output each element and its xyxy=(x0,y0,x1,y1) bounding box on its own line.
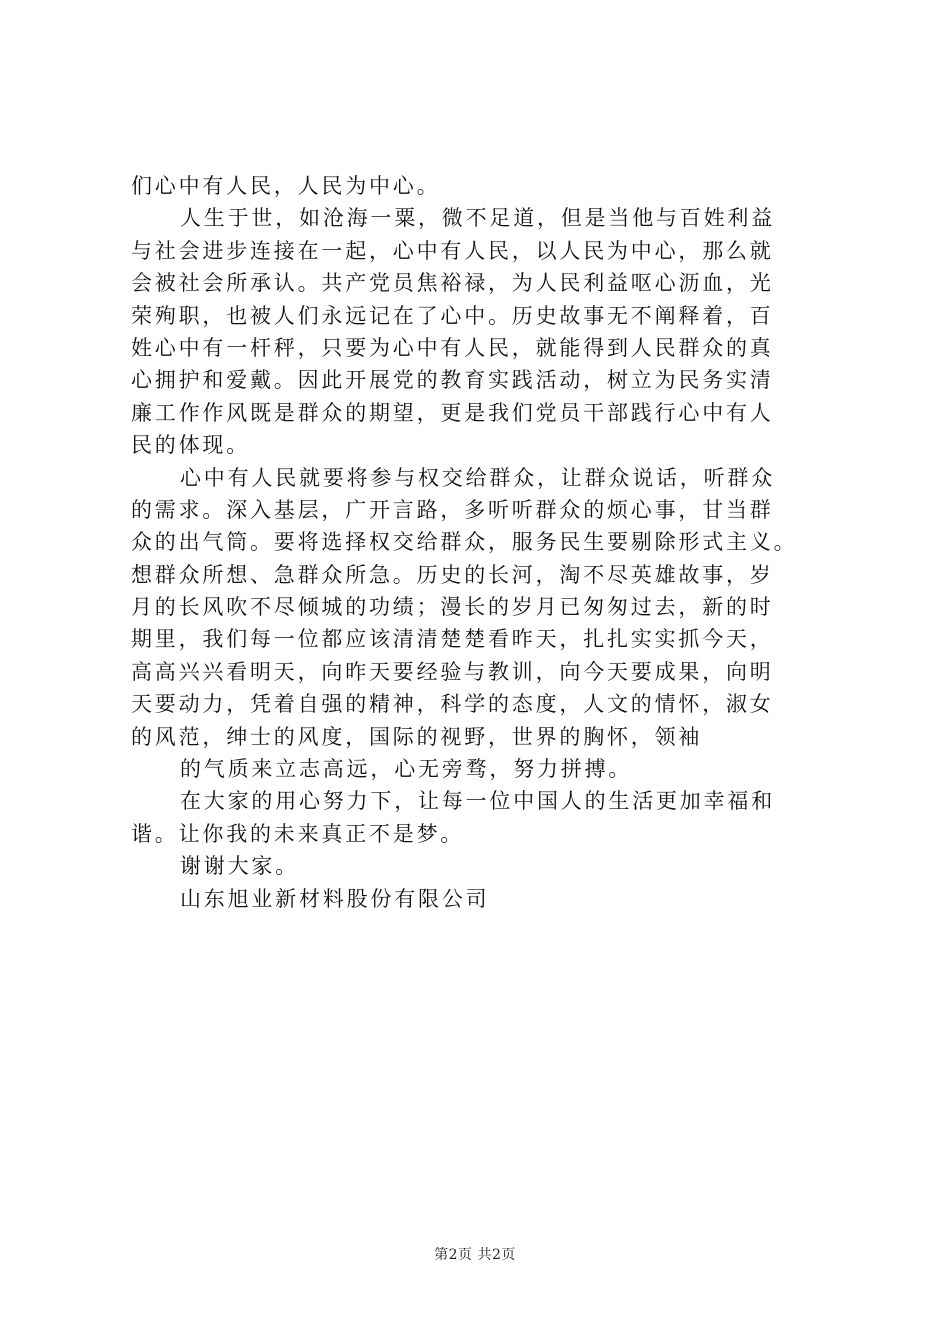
text-line: 谐。让你我的未来真正不是梦。 xyxy=(131,821,465,846)
text-line: 的需求。深入基层，广开言路，多听听群众的烦心事，甘当群 xyxy=(131,497,774,522)
text-line: 心中有人民就要将参与权交给群众，让群众说话，听群众 xyxy=(180,465,775,490)
signature-company: 山东旭业新材料股份有限公司 xyxy=(180,886,490,911)
text-line: 们心中有人民，人民为中心。 xyxy=(131,174,441,198)
text-line: 人生于世，如沧海一粟，微不足道，但是当他与百姓利益 xyxy=(180,206,775,231)
text-line: 天要动力，凭着自强的精神，科学的态度，人文的情怀，淑女 xyxy=(131,692,774,717)
text-line: 心拥护和爱戴。因此开展党的教育实践活动，树立为民务实清 xyxy=(131,368,774,393)
text-line: 与社会进步连接在一起，心中有人民，以人民为中心，那么就 xyxy=(131,238,774,263)
text-line: 姓心中有一杆秤，只要为心中有人民，就能得到人民群众的真 xyxy=(131,335,774,360)
text-line: 想群众所想、急群众所急。历史的长河，淘不尽英雄故事，岁 xyxy=(131,562,774,587)
text-line: 廉工作作风既是群众的期望，更是我们党员干部践行心中有人 xyxy=(131,400,774,425)
body-text xyxy=(131,170,831,915)
text-line: 的风范，绅士的风度，国际的视野，世界的胸怀，领袖 xyxy=(131,724,703,749)
text-line: 的气质来立志高远，心无旁骛，努力拼搏。 xyxy=(180,757,633,782)
text-line: 月的长风吹不尽倾城的功绩；漫长的岁月已匆匆过去，新的时 xyxy=(131,595,774,620)
text-line: 民的体现。 xyxy=(131,433,250,458)
text-line: 众的出气筒。要将选择权交给群众，服务民生要剔除形式主义。 xyxy=(131,530,798,555)
page-number: 第2页 共2页 xyxy=(434,1247,516,1263)
text-line: 高高兴兴看明天，向昨天要经验与教训，向今天要成果，向明 xyxy=(131,659,774,684)
text-line: 会被社会所承认。共产党员焦裕禄，为人民利益呕心沥血，光 xyxy=(131,271,774,296)
closing-line: 谢谢大家。 xyxy=(180,854,299,879)
text-line: 荣殉职，也被人们永远记在了心中。历史故事无不阐释着，百 xyxy=(131,303,774,328)
text-line: 在大家的用心努力下，让每一位中国人的生活更加幸福和 xyxy=(180,789,775,814)
text-line: 期里，我们每一位都应该清清楚楚看昨天，扎扎实实抓今天， xyxy=(131,627,774,652)
